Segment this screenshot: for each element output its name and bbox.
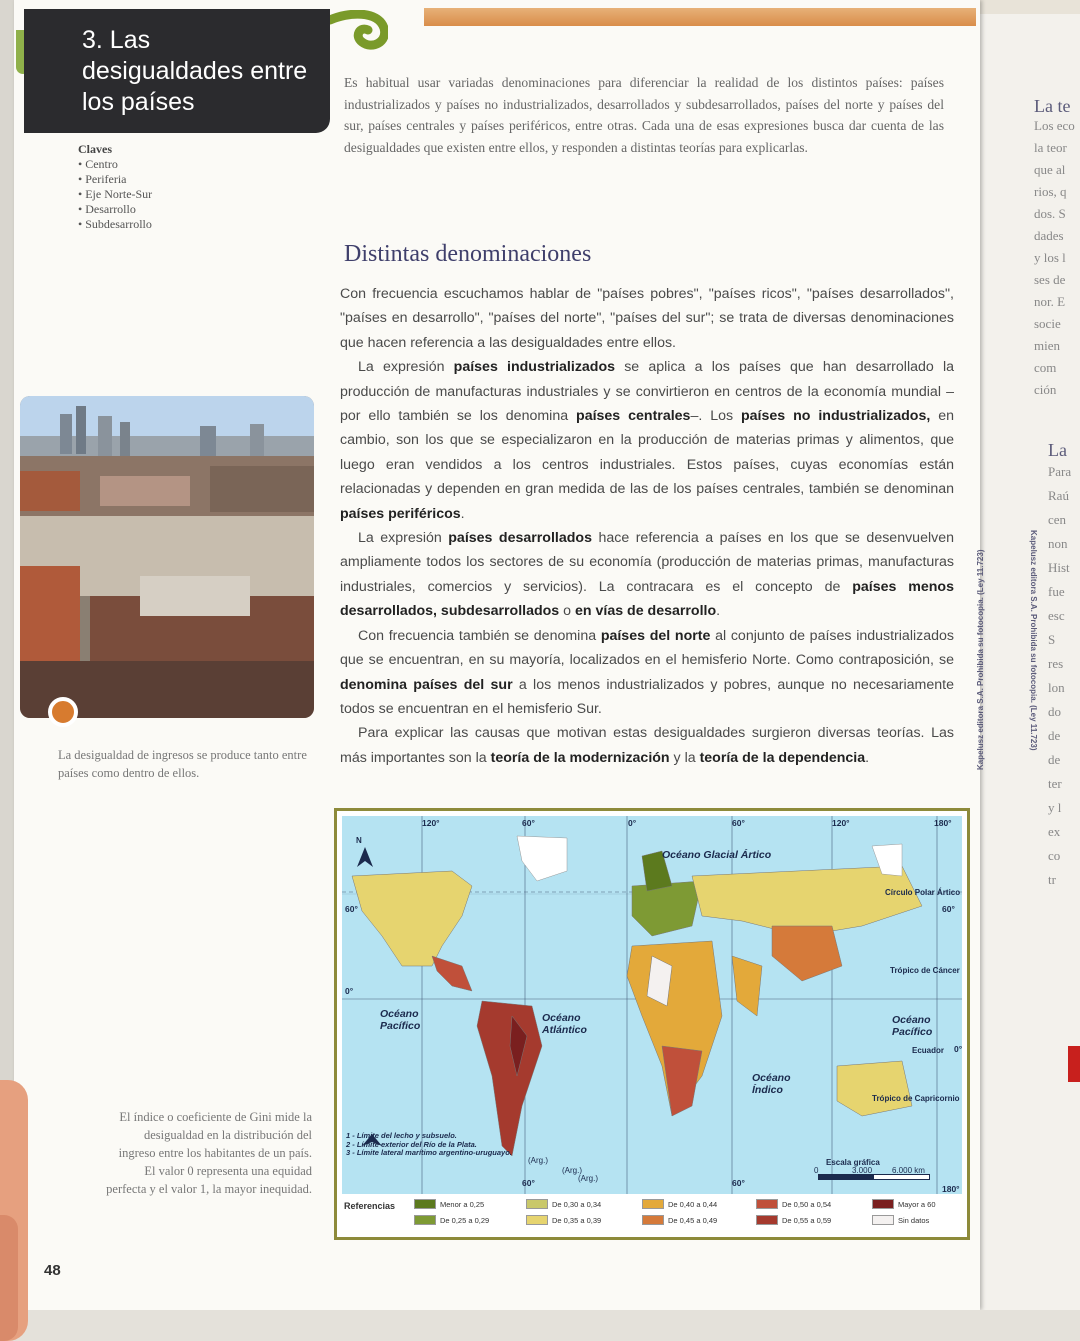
label-indian: Océano Índico — [752, 1072, 791, 1096]
section-title: Distintas denominaciones — [344, 241, 592, 267]
tick-120w: 120° — [422, 818, 440, 828]
limits-note: 1 - Límite del lecho y subsuelo. 2 - Límite exterior del Río de la Plata. 3 - Límite lateral marítimo argentino-uruguayo. — [346, 1131, 512, 1157]
gini-world-map — [334, 808, 970, 1240]
next-page-fragment: non — [1048, 536, 1068, 551]
legend-swatch — [756, 1199, 778, 1209]
legend-swatch — [872, 1199, 894, 1209]
next-page-fragment: ción — [1034, 382, 1057, 397]
next-page-fragment: socie — [1034, 316, 1061, 331]
label-tropic-cancer: Trópico de Cáncer — [890, 966, 960, 975]
legend-item: De 0,30 a 0,34 — [526, 1199, 601, 1209]
paragraph-1: Con frecuencia escuchamos hablar de "países pobres", "países ricos", "países desarrollados", "países en desarrollo", "países del norte", "países del sur"; se trata de diversas denominaciones que hacen referencia a las desigualdades entre ellos. — [340, 286, 954, 351]
next-page-fragment: S — [1048, 632, 1056, 647]
claves-box — [78, 142, 278, 232]
tick-0-right: 0° — [954, 1044, 963, 1054]
legend-item: Mayor a 60 — [872, 1199, 936, 1209]
next-page-fragment: do — [1048, 704, 1061, 719]
claves-item: • Centro — [78, 157, 278, 172]
next-page-fragment: ses de — [1034, 272, 1066, 287]
next-page-fragment: y los l — [1034, 250, 1066, 265]
legend-item: De 0,25 a 0,29 — [414, 1215, 489, 1225]
tick-60n-right: 60° — [942, 904, 955, 914]
next-page-fragment: ter — [1048, 776, 1062, 791]
legend-item: Sin datos — [872, 1215, 929, 1225]
gini-caption: El índice o coeficiente de Gini mide la desigualdad en la distribución del ingreso entre los habitantes de un país. El valor 0 representa una equidad perfecta y el valor 1, la mayor inequidad. — [106, 1110, 312, 1196]
claves-item: • Eje Norte-Sur — [78, 187, 278, 202]
claves-list — [78, 157, 278, 232]
tick-180: 180° — [934, 818, 952, 828]
next-page-fragment: com — [1034, 360, 1057, 375]
tick-0-lat: 0° — [345, 986, 354, 996]
map-legend — [342, 1197, 962, 1237]
next-page-fragment: ex — [1048, 824, 1061, 839]
city-slum-photo — [20, 396, 314, 718]
swirl-icon — [328, 10, 388, 56]
section-header — [24, 9, 330, 133]
next-page-fragment: de — [1048, 752, 1061, 767]
scale-mark: 3.000 — [852, 1166, 873, 1175]
next-page-fragment: lon — [1048, 680, 1065, 695]
bottom-strip — [0, 1310, 1080, 1341]
label-polar-circle: Círculo Polar Ártico — [885, 888, 961, 897]
next-page-fragment: tr — [1048, 872, 1056, 887]
claves-title: Claves — [78, 142, 112, 156]
next-page-fragment: fue — [1048, 584, 1065, 599]
thumb-left-lower — [0, 1215, 18, 1341]
next-page-fragment: Para — [1048, 464, 1072, 479]
next-page-fragment: Hist — [1048, 560, 1070, 575]
compass-icon — [354, 846, 376, 868]
photo-caption: La desigualdad de ingresos se produce tanto entre países como dentro de ellos. — [58, 748, 307, 780]
page-number: 48 — [44, 1262, 61, 1279]
legend-item: De 0,50 a 0,54 — [756, 1199, 831, 1209]
label-arctic-ocean: Océano Glacial Ártico — [662, 849, 772, 861]
legend-swatch — [642, 1199, 664, 1209]
intro-paragraph: Es habitual usar variadas denominaciones para diferenciar la realidad de los distintos países: países industrializados y países no industrializados, desarrollados y subdesarrollados, países del norte y países del sur, países centrales y países periféricos, entre otras. Cada una de esas expresiones busca dar cuenta de las desigualdades que existen entre ellos, y responden a distintas teorías para explicarlas. — [344, 75, 944, 155]
tick-0: 0° — [628, 818, 637, 828]
legend-item: Menor a 0,25 — [414, 1199, 484, 1209]
tick-120e: 120° — [832, 818, 850, 828]
paragraph-4: Con frecuencia también se denomina países del norte al conjunto de países industrializados que se encuentran, en su mayoría, localizados en el hemisferio Norte. Como contraposición, se denomina países del sur a los menos industrializados y pobres, aunque no necesariamente todos se encuentran en el hemisferio Sur. — [340, 627, 954, 717]
next-page-fragment: dos. S — [1034, 206, 1066, 221]
legend-item: De 0,45 a 0,49 — [642, 1215, 717, 1225]
arg-label: (Arg.) — [578, 1174, 598, 1183]
legend-item: De 0,55 a 0,59 — [756, 1215, 831, 1225]
next-page-fragment: esc — [1048, 608, 1065, 623]
section-header-title: 3. Las desigualdades entre los países — [82, 26, 308, 116]
next-page-fragment: Los eco — [1034, 118, 1075, 133]
next-page-fragment: co — [1048, 848, 1061, 863]
next-page-fragment: nor. E — [1034, 294, 1066, 309]
north-arrow-icon: N — [356, 836, 362, 845]
label-pacific-west: Océano Pacífico — [380, 1008, 421, 1032]
scale-mark: 6.000 km — [892, 1166, 925, 1175]
scale-mark: 0 — [814, 1166, 819, 1175]
paragraph-5: Para explicar las causas que motivan estas desigualdades surgieron diversas teorías. Las más importantes son la teoría de la modernización y la teoría de la dependencia. — [340, 725, 954, 766]
next-page-fragment: rios, q — [1034, 184, 1067, 199]
tick-60w: 60° — [522, 818, 535, 828]
legend-swatch — [756, 1215, 778, 1225]
arg-label: (Arg.) — [528, 1156, 548, 1165]
next-page-fragment: res — [1048, 656, 1064, 671]
legend-item: De 0,40 a 0,44 — [642, 1199, 717, 1209]
label-tropic-capricorn: Trópico de Capricornio — [872, 1094, 960, 1103]
legend-swatch — [526, 1199, 548, 1209]
legend-swatch — [642, 1215, 664, 1225]
tick-60s-bottom: 60° — [522, 1178, 535, 1188]
next-page-fragment: dades — [1034, 228, 1064, 243]
next-page-fragment: Raú — [1048, 488, 1069, 503]
legend-swatch — [526, 1215, 548, 1225]
label-equator: Ecuador — [912, 1046, 945, 1055]
body-text — [340, 282, 954, 770]
copyright-side-text: Kapelusz editora S.A. Prohibida su fotocopia. (Ley 11.723) — [976, 549, 985, 770]
next-page-fragment: de — [1048, 728, 1061, 743]
next-page-side-text: Kapelusz editora S.A. Prohibida su fotocopia. (Ley 11.723) — [1029, 530, 1038, 751]
next-page-fragment: La te — [1034, 96, 1071, 116]
photo-dot-decoration — [48, 697, 78, 727]
map-area — [342, 816, 962, 1194]
next-page-fragment: La — [1048, 440, 1067, 460]
tick-60e-bottom: 60° — [732, 1178, 745, 1188]
legend-title: Referencias — [344, 1201, 396, 1211]
tick-60e: 60° — [732, 818, 745, 828]
next-page-fragment: la teor — [1034, 140, 1067, 155]
next-page-fragment: que al — [1034, 162, 1066, 177]
arg-label: (Arg.) — [562, 1166, 582, 1175]
tick-180-bottom: 180° — [942, 1184, 960, 1194]
legend-swatch — [872, 1215, 894, 1225]
next-page-fragment: y l — [1048, 800, 1062, 815]
legend-swatch — [414, 1215, 436, 1225]
orange-top-band — [424, 8, 976, 26]
paragraph-3: La expresión países desarrollados hace referencia a países en los que se desenvuelven ampliamente todos los sectores de su economía (producción de materias primas, manufacturas industriales, comercios y servicios). La contracara es el concepto de países menos desarrollados, subdesarrollados o en vías de desarrollo. — [340, 530, 954, 620]
next-page-top-band — [976, 0, 1080, 14]
legend-item: De 0,35 a 0,39 — [526, 1215, 601, 1225]
photo-illustration — [20, 396, 314, 718]
next-page-red-tab — [1068, 1046, 1080, 1082]
next-page-fragment: mien — [1034, 338, 1060, 353]
claves-item: • Periferia — [78, 172, 278, 187]
paragraph-2: La expresión países industrializados se aplica a los países que han desarrollado la producción de manufacturas industriales y se convirtieron en centros de la economía mundial –por ello también se los denomina países centrales–. Los países no industrializados, en cambio, son los que se especializaron en la producción de materias primas y alimentos, que luego eran vendidos a los centros industriales. Estos países, cuyas economías están relacionadas y dependen en gran medida de las de los países centrales, también se denominan países periféricos. — [340, 359, 954, 522]
label-atlantic: Océano Atlántico — [542, 1012, 587, 1036]
scale-title: Escala gráfica — [826, 1158, 880, 1167]
claves-item: • Subdesarrollo — [78, 217, 278, 232]
next-page-fragment: cen — [1048, 512, 1067, 527]
tick-60n: 60° — [345, 904, 358, 914]
label-pacific-east: Océano Pacífico — [892, 1014, 933, 1038]
claves-item: • Desarrollo — [78, 202, 278, 217]
legend-swatch — [414, 1199, 436, 1209]
